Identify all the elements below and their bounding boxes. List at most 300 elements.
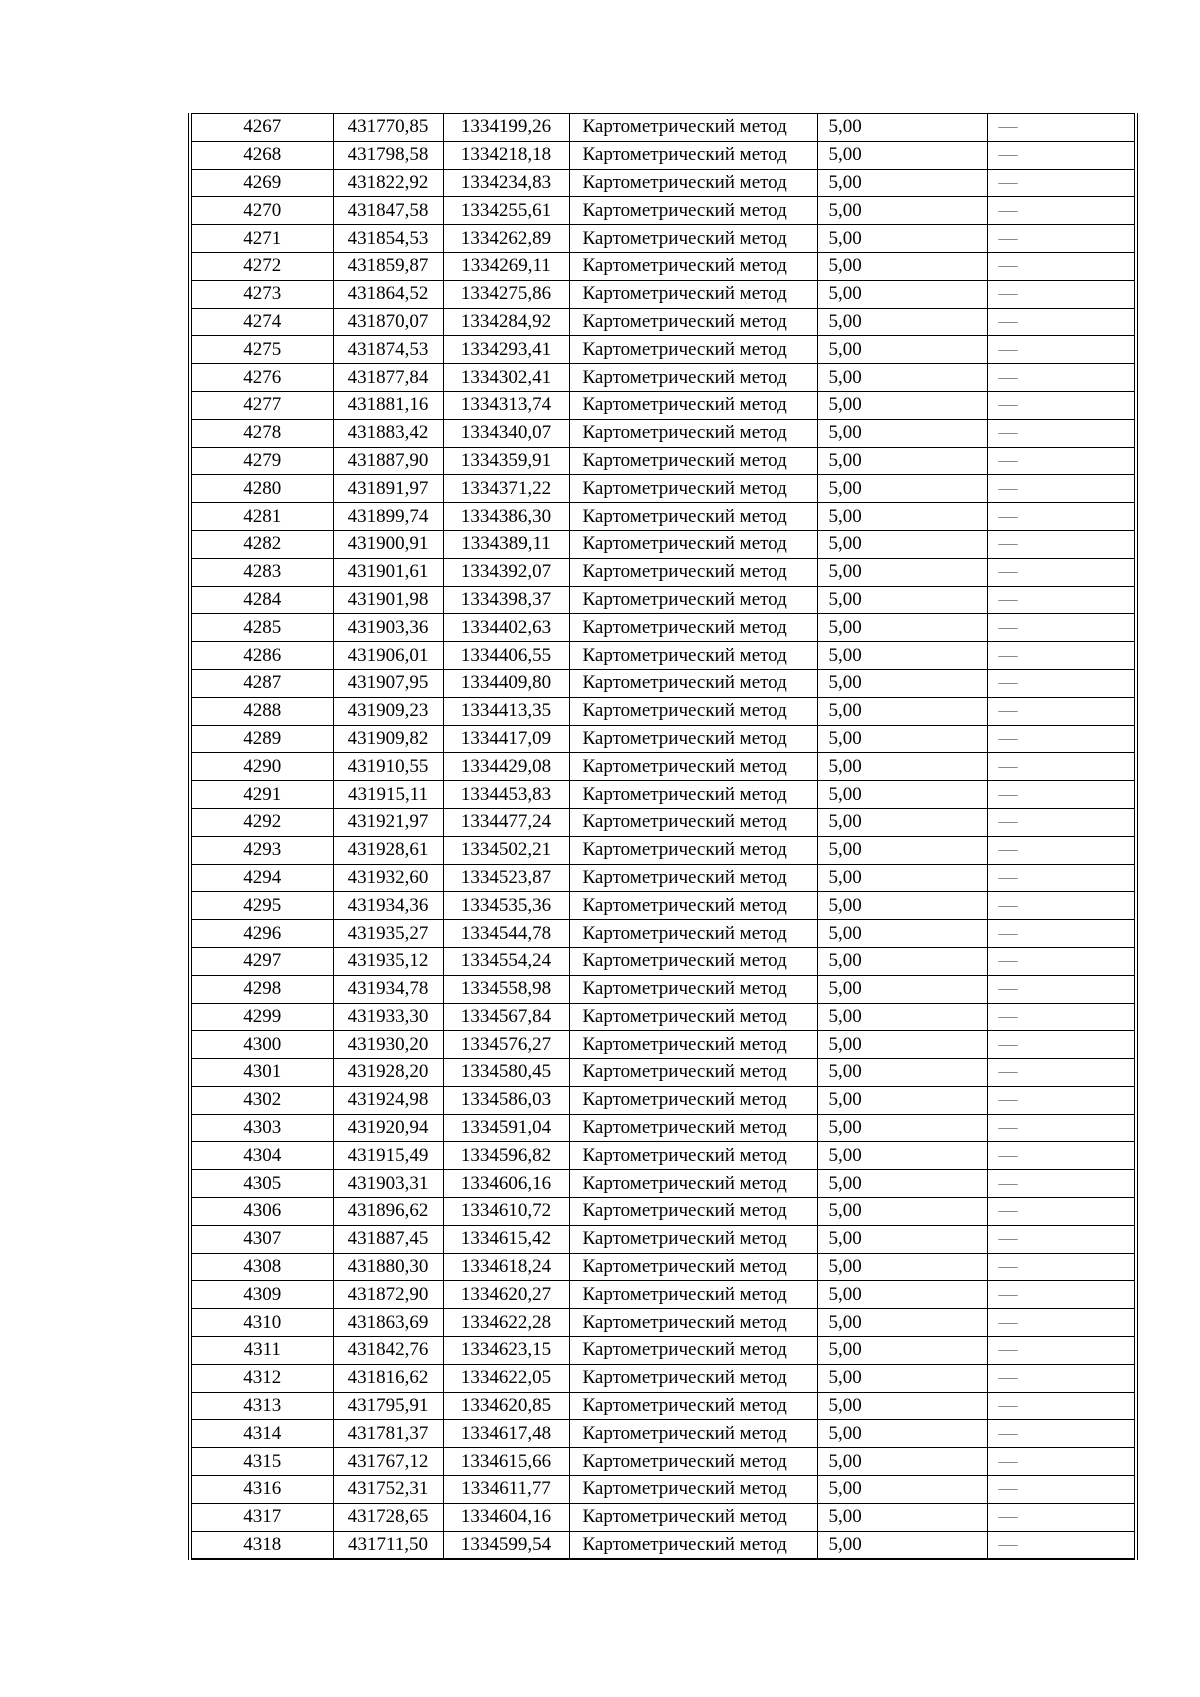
note-cell: — (987, 169, 1136, 197)
note-cell: — (987, 1198, 1136, 1226)
point-number-cell: 4307 (190, 1225, 333, 1253)
x-coordinate-cell: 431795,91 (333, 1392, 443, 1420)
y-coordinate-cell: 1334567,84 (443, 1003, 569, 1031)
x-coordinate-cell: 431781,37 (333, 1420, 443, 1448)
y-coordinate-cell: 1334502,21 (443, 836, 569, 864)
y-coordinate-cell: 1334371,22 (443, 475, 569, 503)
accuracy-cell: 5,00 (817, 1420, 987, 1448)
accuracy-cell: 5,00 (817, 725, 987, 753)
table-row (190, 141, 1136, 169)
note-cell: — (987, 947, 1136, 975)
table-row (190, 920, 1136, 948)
point-number-cell: 4276 (190, 364, 333, 392)
table-row (190, 1420, 1136, 1448)
point-number-cell: 4295 (190, 892, 333, 920)
table-row (190, 586, 1136, 614)
accuracy-cell: 5,00 (817, 1392, 987, 1420)
note-cell: — (987, 1086, 1136, 1114)
table-row (190, 669, 1136, 697)
y-coordinate-cell: 1334284,92 (443, 308, 569, 336)
table-row (190, 1031, 1136, 1059)
method-cell: Картометрический метод (569, 892, 817, 920)
accuracy-cell: 5,00 (817, 614, 987, 642)
note-cell: — (987, 114, 1136, 142)
accuracy-cell: 5,00 (817, 336, 987, 364)
x-coordinate-cell: 431816,62 (333, 1364, 443, 1392)
y-coordinate-cell: 1334199,26 (443, 114, 569, 142)
accuracy-cell: 5,00 (817, 1476, 987, 1504)
x-coordinate-cell: 431900,91 (333, 530, 443, 558)
table-row (190, 530, 1136, 558)
table-row (190, 1225, 1136, 1253)
x-coordinate-cell: 431903,31 (333, 1170, 443, 1198)
note-cell: — (987, 642, 1136, 670)
method-cell: Картометрический метод (569, 669, 817, 697)
table-row (190, 1253, 1136, 1281)
point-number-cell: 4291 (190, 781, 333, 809)
y-coordinate-cell: 1334535,36 (443, 892, 569, 920)
method-cell: Картометрический метод (569, 391, 817, 419)
point-number-cell: 4267 (190, 114, 333, 142)
note-cell: — (987, 1170, 1136, 1198)
x-coordinate-cell: 431935,27 (333, 920, 443, 948)
method-cell: Картометрический метод (569, 1337, 817, 1365)
method-cell: Картометрический метод (569, 1003, 817, 1031)
method-cell: Картометрический метод (569, 836, 817, 864)
accuracy-cell: 5,00 (817, 808, 987, 836)
note-cell: — (987, 697, 1136, 725)
x-coordinate-cell: 431896,62 (333, 1198, 443, 1226)
y-coordinate-cell: 1334359,91 (443, 447, 569, 475)
point-number-cell: 4285 (190, 614, 333, 642)
table-row (190, 252, 1136, 280)
x-coordinate-cell: 431935,12 (333, 947, 443, 975)
x-coordinate-cell: 431870,07 (333, 308, 443, 336)
x-coordinate-cell: 431910,55 (333, 753, 443, 781)
x-coordinate-cell: 431880,30 (333, 1253, 443, 1281)
table-row (190, 1364, 1136, 1392)
note-cell: — (987, 836, 1136, 864)
y-coordinate-cell: 1334269,11 (443, 252, 569, 280)
table-row (190, 975, 1136, 1003)
table-body (190, 114, 1136, 1560)
point-number-cell: 4272 (190, 252, 333, 280)
accuracy-cell: 5,00 (817, 225, 987, 253)
method-cell: Картометрический метод (569, 808, 817, 836)
y-coordinate-cell: 1334302,41 (443, 364, 569, 392)
point-number-cell: 4282 (190, 530, 333, 558)
note-cell: — (987, 308, 1136, 336)
point-number-cell: 4312 (190, 1364, 333, 1392)
note-cell: — (987, 1031, 1136, 1059)
table-row (190, 364, 1136, 392)
point-number-cell: 4269 (190, 169, 333, 197)
method-cell: Картометрический метод (569, 781, 817, 809)
method-cell: Картометрический метод (569, 1031, 817, 1059)
point-number-cell: 4317 (190, 1503, 333, 1531)
note-cell: — (987, 1059, 1136, 1087)
table-row (190, 1114, 1136, 1142)
point-number-cell: 4300 (190, 1031, 333, 1059)
note-cell: — (987, 1392, 1136, 1420)
method-cell: Картометрический метод (569, 141, 817, 169)
method-cell: Картометрический метод (569, 475, 817, 503)
note-cell: — (987, 336, 1136, 364)
x-coordinate-cell: 431903,36 (333, 614, 443, 642)
accuracy-cell: 5,00 (817, 892, 987, 920)
y-coordinate-cell: 1334409,80 (443, 669, 569, 697)
accuracy-cell: 5,00 (817, 1142, 987, 1170)
note-cell: — (987, 558, 1136, 586)
method-cell: Картометрический метод (569, 1281, 817, 1309)
y-coordinate-cell: 1334618,24 (443, 1253, 569, 1281)
coordinates-table (188, 113, 1138, 1560)
note-cell: — (987, 892, 1136, 920)
accuracy-cell: 5,00 (817, 1059, 987, 1087)
note-cell: — (987, 1420, 1136, 1448)
table-row (190, 1198, 1136, 1226)
accuracy-cell: 5,00 (817, 503, 987, 531)
point-number-cell: 4316 (190, 1476, 333, 1504)
accuracy-cell: 5,00 (817, 781, 987, 809)
y-coordinate-cell: 1334389,11 (443, 530, 569, 558)
accuracy-cell: 5,00 (817, 642, 987, 670)
accuracy-cell: 5,00 (817, 1364, 987, 1392)
table-row (190, 642, 1136, 670)
y-coordinate-cell: 1334599,54 (443, 1531, 569, 1559)
note-cell: — (987, 1142, 1136, 1170)
method-cell: Картометрический метод (569, 419, 817, 447)
accuracy-cell: 5,00 (817, 1003, 987, 1031)
method-cell: Картометрический метод (569, 169, 817, 197)
point-number-cell: 4278 (190, 419, 333, 447)
accuracy-cell: 5,00 (817, 1198, 987, 1226)
table-row (190, 725, 1136, 753)
y-coordinate-cell: 1334620,27 (443, 1281, 569, 1309)
table-row (190, 1337, 1136, 1365)
table-row (190, 781, 1136, 809)
table-row (190, 892, 1136, 920)
x-coordinate-cell: 431901,61 (333, 558, 443, 586)
point-number-cell: 4311 (190, 1337, 333, 1365)
method-cell: Картометрический метод (569, 503, 817, 531)
note-cell: — (987, 419, 1136, 447)
accuracy-cell: 5,00 (817, 391, 987, 419)
accuracy-cell: 5,00 (817, 753, 987, 781)
point-number-cell: 4302 (190, 1086, 333, 1114)
x-coordinate-cell: 431842,76 (333, 1337, 443, 1365)
note-cell: — (987, 1337, 1136, 1365)
note-cell: — (987, 781, 1136, 809)
note-cell: — (987, 1253, 1136, 1281)
point-number-cell: 4297 (190, 947, 333, 975)
table-row (190, 1392, 1136, 1420)
point-number-cell: 4286 (190, 642, 333, 670)
x-coordinate-cell: 431863,69 (333, 1309, 443, 1337)
note-cell: — (987, 920, 1136, 948)
y-coordinate-cell: 1334622,05 (443, 1364, 569, 1392)
y-coordinate-cell: 1334606,16 (443, 1170, 569, 1198)
method-cell: Картометрический метод (569, 586, 817, 614)
table-row (190, 1059, 1136, 1087)
method-cell: Картометрический метод (569, 697, 817, 725)
method-cell: Картометрический метод (569, 1198, 817, 1226)
table-row (190, 1448, 1136, 1476)
x-coordinate-cell: 431887,45 (333, 1225, 443, 1253)
point-number-cell: 4313 (190, 1392, 333, 1420)
table-row (190, 447, 1136, 475)
y-coordinate-cell: 1334615,42 (443, 1225, 569, 1253)
method-cell: Картометрический метод (569, 1225, 817, 1253)
y-coordinate-cell: 1334558,98 (443, 975, 569, 1003)
point-number-cell: 4268 (190, 141, 333, 169)
x-coordinate-cell: 431872,90 (333, 1281, 443, 1309)
note-cell: — (987, 225, 1136, 253)
note-cell: — (987, 1281, 1136, 1309)
x-coordinate-cell: 431887,90 (333, 447, 443, 475)
table-row (190, 225, 1136, 253)
x-coordinate-cell: 431924,98 (333, 1086, 443, 1114)
point-number-cell: 4292 (190, 808, 333, 836)
point-number-cell: 4310 (190, 1309, 333, 1337)
point-number-cell: 4287 (190, 669, 333, 697)
x-coordinate-cell: 431767,12 (333, 1448, 443, 1476)
y-coordinate-cell: 1334234,83 (443, 169, 569, 197)
method-cell: Картометрический метод (569, 1114, 817, 1142)
y-coordinate-cell: 1334622,28 (443, 1309, 569, 1337)
x-coordinate-cell: 431874,53 (333, 336, 443, 364)
method-cell: Картометрический метод (569, 336, 817, 364)
accuracy-cell: 5,00 (817, 1309, 987, 1337)
table-row (190, 391, 1136, 419)
method-cell: Картометрический метод (569, 753, 817, 781)
table-row (190, 308, 1136, 336)
accuracy-cell: 5,00 (817, 1086, 987, 1114)
method-cell: Картометрический метод (569, 1392, 817, 1420)
note-cell: — (987, 252, 1136, 280)
y-coordinate-cell: 1334453,83 (443, 781, 569, 809)
y-coordinate-cell: 1334610,72 (443, 1198, 569, 1226)
table-row (190, 808, 1136, 836)
accuracy-cell: 5,00 (817, 920, 987, 948)
y-coordinate-cell: 1334554,24 (443, 947, 569, 975)
x-coordinate-cell: 431877,84 (333, 364, 443, 392)
note-cell: — (987, 447, 1136, 475)
method-cell: Картометрический метод (569, 1170, 817, 1198)
y-coordinate-cell: 1334386,30 (443, 503, 569, 531)
point-number-cell: 4304 (190, 1142, 333, 1170)
accuracy-cell: 5,00 (817, 1225, 987, 1253)
method-cell: Картометрический метод (569, 1142, 817, 1170)
accuracy-cell: 5,00 (817, 308, 987, 336)
note-cell: — (987, 1225, 1136, 1253)
table-row (190, 836, 1136, 864)
x-coordinate-cell: 431932,60 (333, 864, 443, 892)
y-coordinate-cell: 1334620,85 (443, 1392, 569, 1420)
note-cell: — (987, 530, 1136, 558)
point-number-cell: 4274 (190, 308, 333, 336)
y-coordinate-cell: 1334580,45 (443, 1059, 569, 1087)
x-coordinate-cell: 431920,94 (333, 1114, 443, 1142)
note-cell: — (987, 725, 1136, 753)
y-coordinate-cell: 1334576,27 (443, 1031, 569, 1059)
accuracy-cell: 5,00 (817, 864, 987, 892)
method-cell: Картометрический метод (569, 614, 817, 642)
point-number-cell: 4309 (190, 1281, 333, 1309)
table-row (190, 1086, 1136, 1114)
point-number-cell: 4301 (190, 1059, 333, 1087)
method-cell: Картометрический метод (569, 364, 817, 392)
x-coordinate-cell: 431933,30 (333, 1003, 443, 1031)
y-coordinate-cell: 1334413,35 (443, 697, 569, 725)
table-row (190, 1476, 1136, 1504)
x-coordinate-cell: 431907,95 (333, 669, 443, 697)
accuracy-cell: 5,00 (817, 252, 987, 280)
y-coordinate-cell: 1334523,87 (443, 864, 569, 892)
y-coordinate-cell: 1334586,03 (443, 1086, 569, 1114)
accuracy-cell: 5,00 (817, 475, 987, 503)
note-cell: — (987, 1531, 1136, 1559)
note-cell: — (987, 1448, 1136, 1476)
table-row (190, 1003, 1136, 1031)
note-cell: — (987, 1503, 1136, 1531)
table-row (190, 280, 1136, 308)
method-cell: Картометрический метод (569, 1059, 817, 1087)
point-number-cell: 4277 (190, 391, 333, 419)
note-cell: — (987, 1003, 1136, 1031)
method-cell: Картометрический метод (569, 558, 817, 586)
accuracy-cell: 5,00 (817, 1281, 987, 1309)
note-cell: — (987, 503, 1136, 531)
method-cell: Картометрический метод (569, 1503, 817, 1531)
point-number-cell: 4280 (190, 475, 333, 503)
x-coordinate-cell: 431770,85 (333, 114, 443, 142)
table-row (190, 114, 1136, 142)
accuracy-cell: 5,00 (817, 1031, 987, 1059)
table-row (190, 864, 1136, 892)
x-coordinate-cell: 431847,58 (333, 197, 443, 225)
method-cell: Картометрический метод (569, 920, 817, 948)
x-coordinate-cell: 431883,42 (333, 419, 443, 447)
accuracy-cell: 5,00 (817, 280, 987, 308)
table-row (190, 503, 1136, 531)
point-number-cell: 4306 (190, 1198, 333, 1226)
table-row (190, 1531, 1136, 1559)
x-coordinate-cell: 431921,97 (333, 808, 443, 836)
point-number-cell: 4281 (190, 503, 333, 531)
point-number-cell: 4298 (190, 975, 333, 1003)
accuracy-cell: 5,00 (817, 141, 987, 169)
note-cell: — (987, 1364, 1136, 1392)
method-cell: Картометрический метод (569, 114, 817, 142)
x-coordinate-cell: 431899,74 (333, 503, 443, 531)
x-coordinate-cell: 431891,97 (333, 475, 443, 503)
table-row (190, 947, 1136, 975)
y-coordinate-cell: 1334398,37 (443, 586, 569, 614)
x-coordinate-cell: 431822,92 (333, 169, 443, 197)
y-coordinate-cell: 1334623,15 (443, 1337, 569, 1365)
point-number-cell: 4271 (190, 225, 333, 253)
table-row (190, 169, 1136, 197)
accuracy-cell: 5,00 (817, 364, 987, 392)
note-cell: — (987, 753, 1136, 781)
point-number-cell: 4275 (190, 336, 333, 364)
y-coordinate-cell: 1334313,74 (443, 391, 569, 419)
y-coordinate-cell: 1334262,89 (443, 225, 569, 253)
table-row (190, 558, 1136, 586)
point-number-cell: 4315 (190, 1448, 333, 1476)
y-coordinate-cell: 1334406,55 (443, 642, 569, 670)
table-row (190, 1281, 1136, 1309)
y-coordinate-cell: 1334417,09 (443, 725, 569, 753)
method-cell: Картометрический метод (569, 308, 817, 336)
note-cell: — (987, 197, 1136, 225)
x-coordinate-cell: 431928,61 (333, 836, 443, 864)
method-cell: Картометрический метод (569, 1448, 817, 1476)
note-cell: — (987, 141, 1136, 169)
y-coordinate-cell: 1334596,82 (443, 1142, 569, 1170)
point-number-cell: 4284 (190, 586, 333, 614)
point-number-cell: 4318 (190, 1531, 333, 1559)
x-coordinate-cell: 431752,31 (333, 1476, 443, 1504)
table-row (190, 1309, 1136, 1337)
point-number-cell: 4308 (190, 1253, 333, 1281)
method-cell: Картометрический метод (569, 975, 817, 1003)
note-cell: — (987, 1114, 1136, 1142)
accuracy-cell: 5,00 (817, 1531, 987, 1559)
table-row (190, 336, 1136, 364)
method-cell: Картометрический метод (569, 225, 817, 253)
method-cell: Картометрический метод (569, 1309, 817, 1337)
method-cell: Картометрический метод (569, 947, 817, 975)
point-number-cell: 4289 (190, 725, 333, 753)
accuracy-cell: 5,00 (817, 1114, 987, 1142)
y-coordinate-cell: 1334611,77 (443, 1476, 569, 1504)
x-coordinate-cell: 431909,82 (333, 725, 443, 753)
x-coordinate-cell: 431711,50 (333, 1531, 443, 1559)
y-coordinate-cell: 1334218,18 (443, 141, 569, 169)
method-cell: Картометрический метод (569, 1420, 817, 1448)
method-cell: Картометрический метод (569, 1086, 817, 1114)
accuracy-cell: 5,00 (817, 1503, 987, 1531)
method-cell: Картометрический метод (569, 447, 817, 475)
point-number-cell: 4314 (190, 1420, 333, 1448)
accuracy-cell: 5,00 (817, 1170, 987, 1198)
method-cell: Картометрический метод (569, 864, 817, 892)
y-coordinate-cell: 1334615,66 (443, 1448, 569, 1476)
accuracy-cell: 5,00 (817, 697, 987, 725)
x-coordinate-cell: 431906,01 (333, 642, 443, 670)
x-coordinate-cell: 431915,49 (333, 1142, 443, 1170)
accuracy-cell: 5,00 (817, 1448, 987, 1476)
note-cell: — (987, 975, 1136, 1003)
x-coordinate-cell: 431854,53 (333, 225, 443, 253)
note-cell: — (987, 808, 1136, 836)
accuracy-cell: 5,00 (817, 197, 987, 225)
point-number-cell: 4299 (190, 1003, 333, 1031)
y-coordinate-cell: 1334402,63 (443, 614, 569, 642)
point-number-cell: 4296 (190, 920, 333, 948)
note-cell: — (987, 1309, 1136, 1337)
note-cell: — (987, 669, 1136, 697)
note-cell: — (987, 364, 1136, 392)
y-coordinate-cell: 1334340,07 (443, 419, 569, 447)
method-cell: Картометрический метод (569, 1253, 817, 1281)
y-coordinate-cell: 1334477,24 (443, 808, 569, 836)
accuracy-cell: 5,00 (817, 169, 987, 197)
accuracy-cell: 5,00 (817, 836, 987, 864)
accuracy-cell: 5,00 (817, 669, 987, 697)
